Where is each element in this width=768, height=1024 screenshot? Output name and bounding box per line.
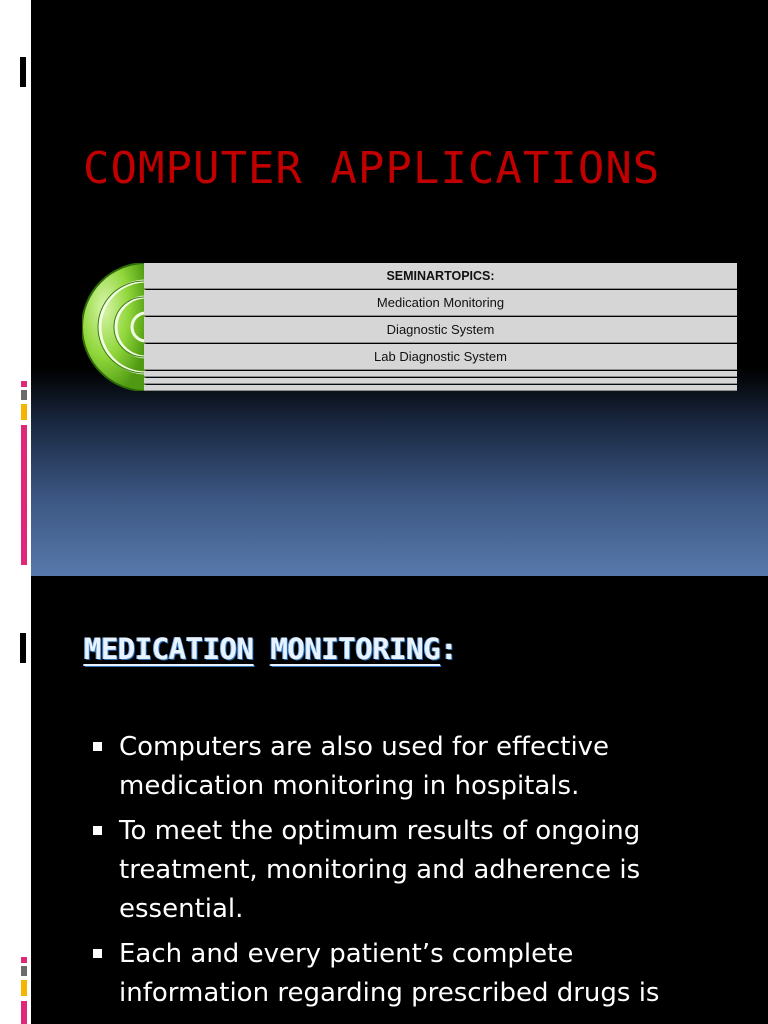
- color-marker-yellow: [21, 404, 27, 420]
- list-item: [91, 935, 731, 1013]
- topics-header: SEMINARTOPICS:: [144, 263, 737, 289]
- color-marker-pink-tall: [21, 1001, 27, 1024]
- heading-word: MEDICATION: [84, 632, 254, 666]
- topic-empty-row: [144, 385, 737, 391]
- slide-2: [31, 576, 768, 1024]
- square-bullet-icon: [93, 949, 102, 958]
- color-marker-yellow: [21, 980, 27, 996]
- color-marker-pink: [21, 381, 27, 387]
- topic-item: Diagnostic System: [144, 317, 737, 343]
- green-swirl-icon: [82, 263, 146, 391]
- bullet-text: To meet the optimum results of ongoing treatment, monitoring and adherence is essential.: [119, 816, 641, 924]
- slide-title: COMPUTER APPLICATIONS: [83, 143, 661, 194]
- topics-table: [144, 263, 737, 391]
- slide-1: [31, 0, 768, 576]
- page-strip: [0, 0, 31, 1024]
- list-item: [91, 812, 731, 929]
- seminar-topics-graphic: [82, 263, 737, 391]
- bullet-list: [91, 728, 731, 1019]
- color-marker-grey: [21, 966, 27, 976]
- square-bullet-icon: [93, 826, 102, 835]
- topic-empty-row: [144, 378, 737, 384]
- heading-colon: :: [440, 632, 458, 666]
- color-marker-pink: [21, 957, 27, 963]
- topic-item: Medication Monitoring: [144, 290, 737, 316]
- color-marker-pink-tall: [21, 425, 27, 565]
- color-marker-grey: [21, 390, 27, 400]
- square-bullet-icon: [93, 742, 102, 751]
- slide-marker: [20, 633, 26, 663]
- slide-marker: [20, 57, 26, 87]
- list-item: [91, 728, 731, 806]
- section-heading: [84, 632, 457, 666]
- bullet-text: Each and every patient’s complete information regarding prescribed drugs is: [119, 939, 660, 1008]
- topic-empty-row: [144, 371, 737, 377]
- topic-item: Lab Diagnostic System: [144, 344, 737, 370]
- heading-word: MONITORING: [270, 632, 441, 666]
- bullet-text: Computers are also used for effective medication monitoring in hospitals.: [119, 732, 610, 801]
